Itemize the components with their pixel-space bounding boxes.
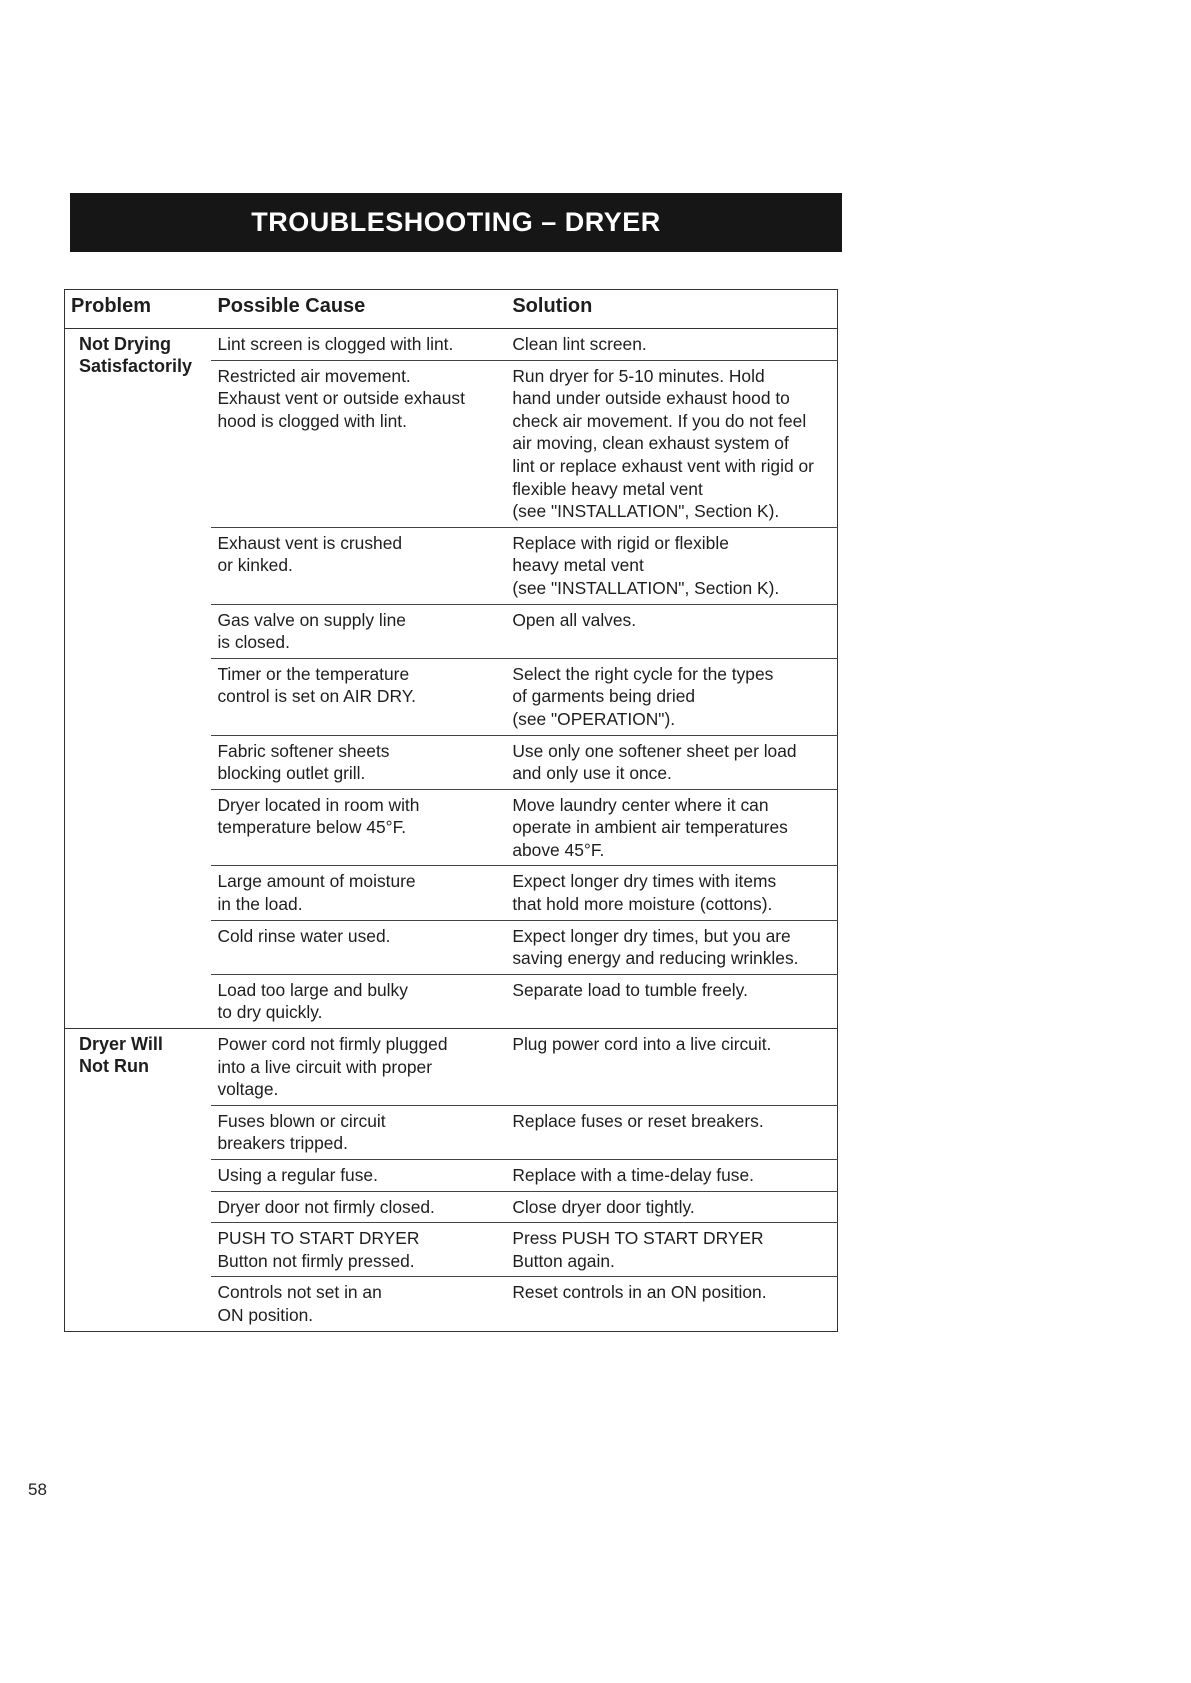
cause-cell: Power cord not firmly plugged into a live circuit with proper voltage. bbox=[211, 1029, 506, 1106]
cause-cell: Load too large and bulky to dry quickly. bbox=[211, 974, 506, 1028]
cause-cell: Cold rinse water used. bbox=[211, 920, 506, 974]
solution-cell: Close dryer door tightly. bbox=[506, 1191, 837, 1223]
cause-cell: Using a regular fuse. bbox=[211, 1160, 506, 1192]
table-body bbox=[65, 329, 838, 1332]
title-banner bbox=[70, 193, 842, 252]
header-possible-cause: Possible Cause bbox=[211, 290, 506, 329]
cause-cell: Gas valve on supply line is closed. bbox=[211, 604, 506, 658]
table-row bbox=[65, 329, 838, 361]
page-title: TROUBLESHOOTING – DRYER bbox=[251, 207, 661, 237]
solution-cell: Press PUSH TO START DRYER Button again. bbox=[506, 1223, 837, 1277]
solution-cell: Separate load to tumble freely. bbox=[506, 974, 837, 1028]
solution-cell: Use only one softener sheet per load and only use it once. bbox=[506, 735, 837, 789]
cause-cell: Large amount of moisture in the load. bbox=[211, 866, 506, 920]
problem-cell: Dryer Will Not Run bbox=[65, 1029, 212, 1332]
solution-cell: Replace fuses or reset breakers. bbox=[506, 1105, 837, 1159]
cause-cell: PUSH TO START DRYER Button not firmly pressed. bbox=[211, 1223, 506, 1277]
solution-cell: Open all valves. bbox=[506, 604, 837, 658]
solution-cell: Reset controls in an ON position. bbox=[506, 1277, 837, 1331]
cause-cell: Dryer located in room with temperature below 45°F. bbox=[211, 789, 506, 866]
cause-cell: Dryer door not firmly closed. bbox=[211, 1191, 506, 1223]
solution-cell: Plug power cord into a live circuit. bbox=[506, 1029, 837, 1106]
page-number: 58 bbox=[28, 1480, 47, 1499]
solution-cell: Clean lint screen. bbox=[506, 329, 837, 361]
cause-cell: Restricted air movement. Exhaust vent or outside exhaust hood is clogged with lint. bbox=[211, 360, 506, 527]
table-header-row bbox=[65, 290, 838, 329]
solution-cell: Replace with a time-delay fuse. bbox=[506, 1160, 837, 1192]
cause-cell: Lint screen is clogged with lint. bbox=[211, 329, 506, 361]
header-solution: Solution bbox=[506, 290, 837, 329]
solution-cell: Run dryer for 5-10 minutes. Hold hand under outside exhaust hood to check air movement. If you do not feel air moving, clean exhaust system of lint or replace exhaust vent with rigid or flexible heavy metal vent (see "INSTALLATION", Section K). bbox=[506, 360, 837, 527]
cause-cell: Timer or the temperature control is set on AIR DRY. bbox=[211, 658, 506, 735]
solution-cell: Select the right cycle for the types of garments being dried (see "OPERATION"). bbox=[506, 658, 837, 735]
problem-cell: Not Drying Satisfactorily bbox=[65, 329, 212, 1029]
cause-cell: Controls not set in an ON position. bbox=[211, 1277, 506, 1331]
solution-cell: Move laundry center where it can operate in ambient air temperatures above 45°F. bbox=[506, 789, 837, 866]
cause-cell: Exhaust vent is crushed or kinked. bbox=[211, 527, 506, 604]
cause-cell: Fabric softener sheets blocking outlet grill. bbox=[211, 735, 506, 789]
solution-cell: Expect longer dry times, but you are saving energy and reducing wrinkles. bbox=[506, 920, 837, 974]
troubleshooting-table bbox=[64, 289, 838, 1332]
table-row bbox=[65, 1029, 838, 1106]
header-problem: Problem bbox=[65, 290, 212, 329]
solution-cell: Expect longer dry times with items that hold more moisture (cottons). bbox=[506, 866, 837, 920]
cause-cell: Fuses blown or circuit breakers tripped. bbox=[211, 1105, 506, 1159]
solution-cell: Replace with rigid or flexible heavy metal vent (see "INSTALLATION", Section K). bbox=[506, 527, 837, 604]
